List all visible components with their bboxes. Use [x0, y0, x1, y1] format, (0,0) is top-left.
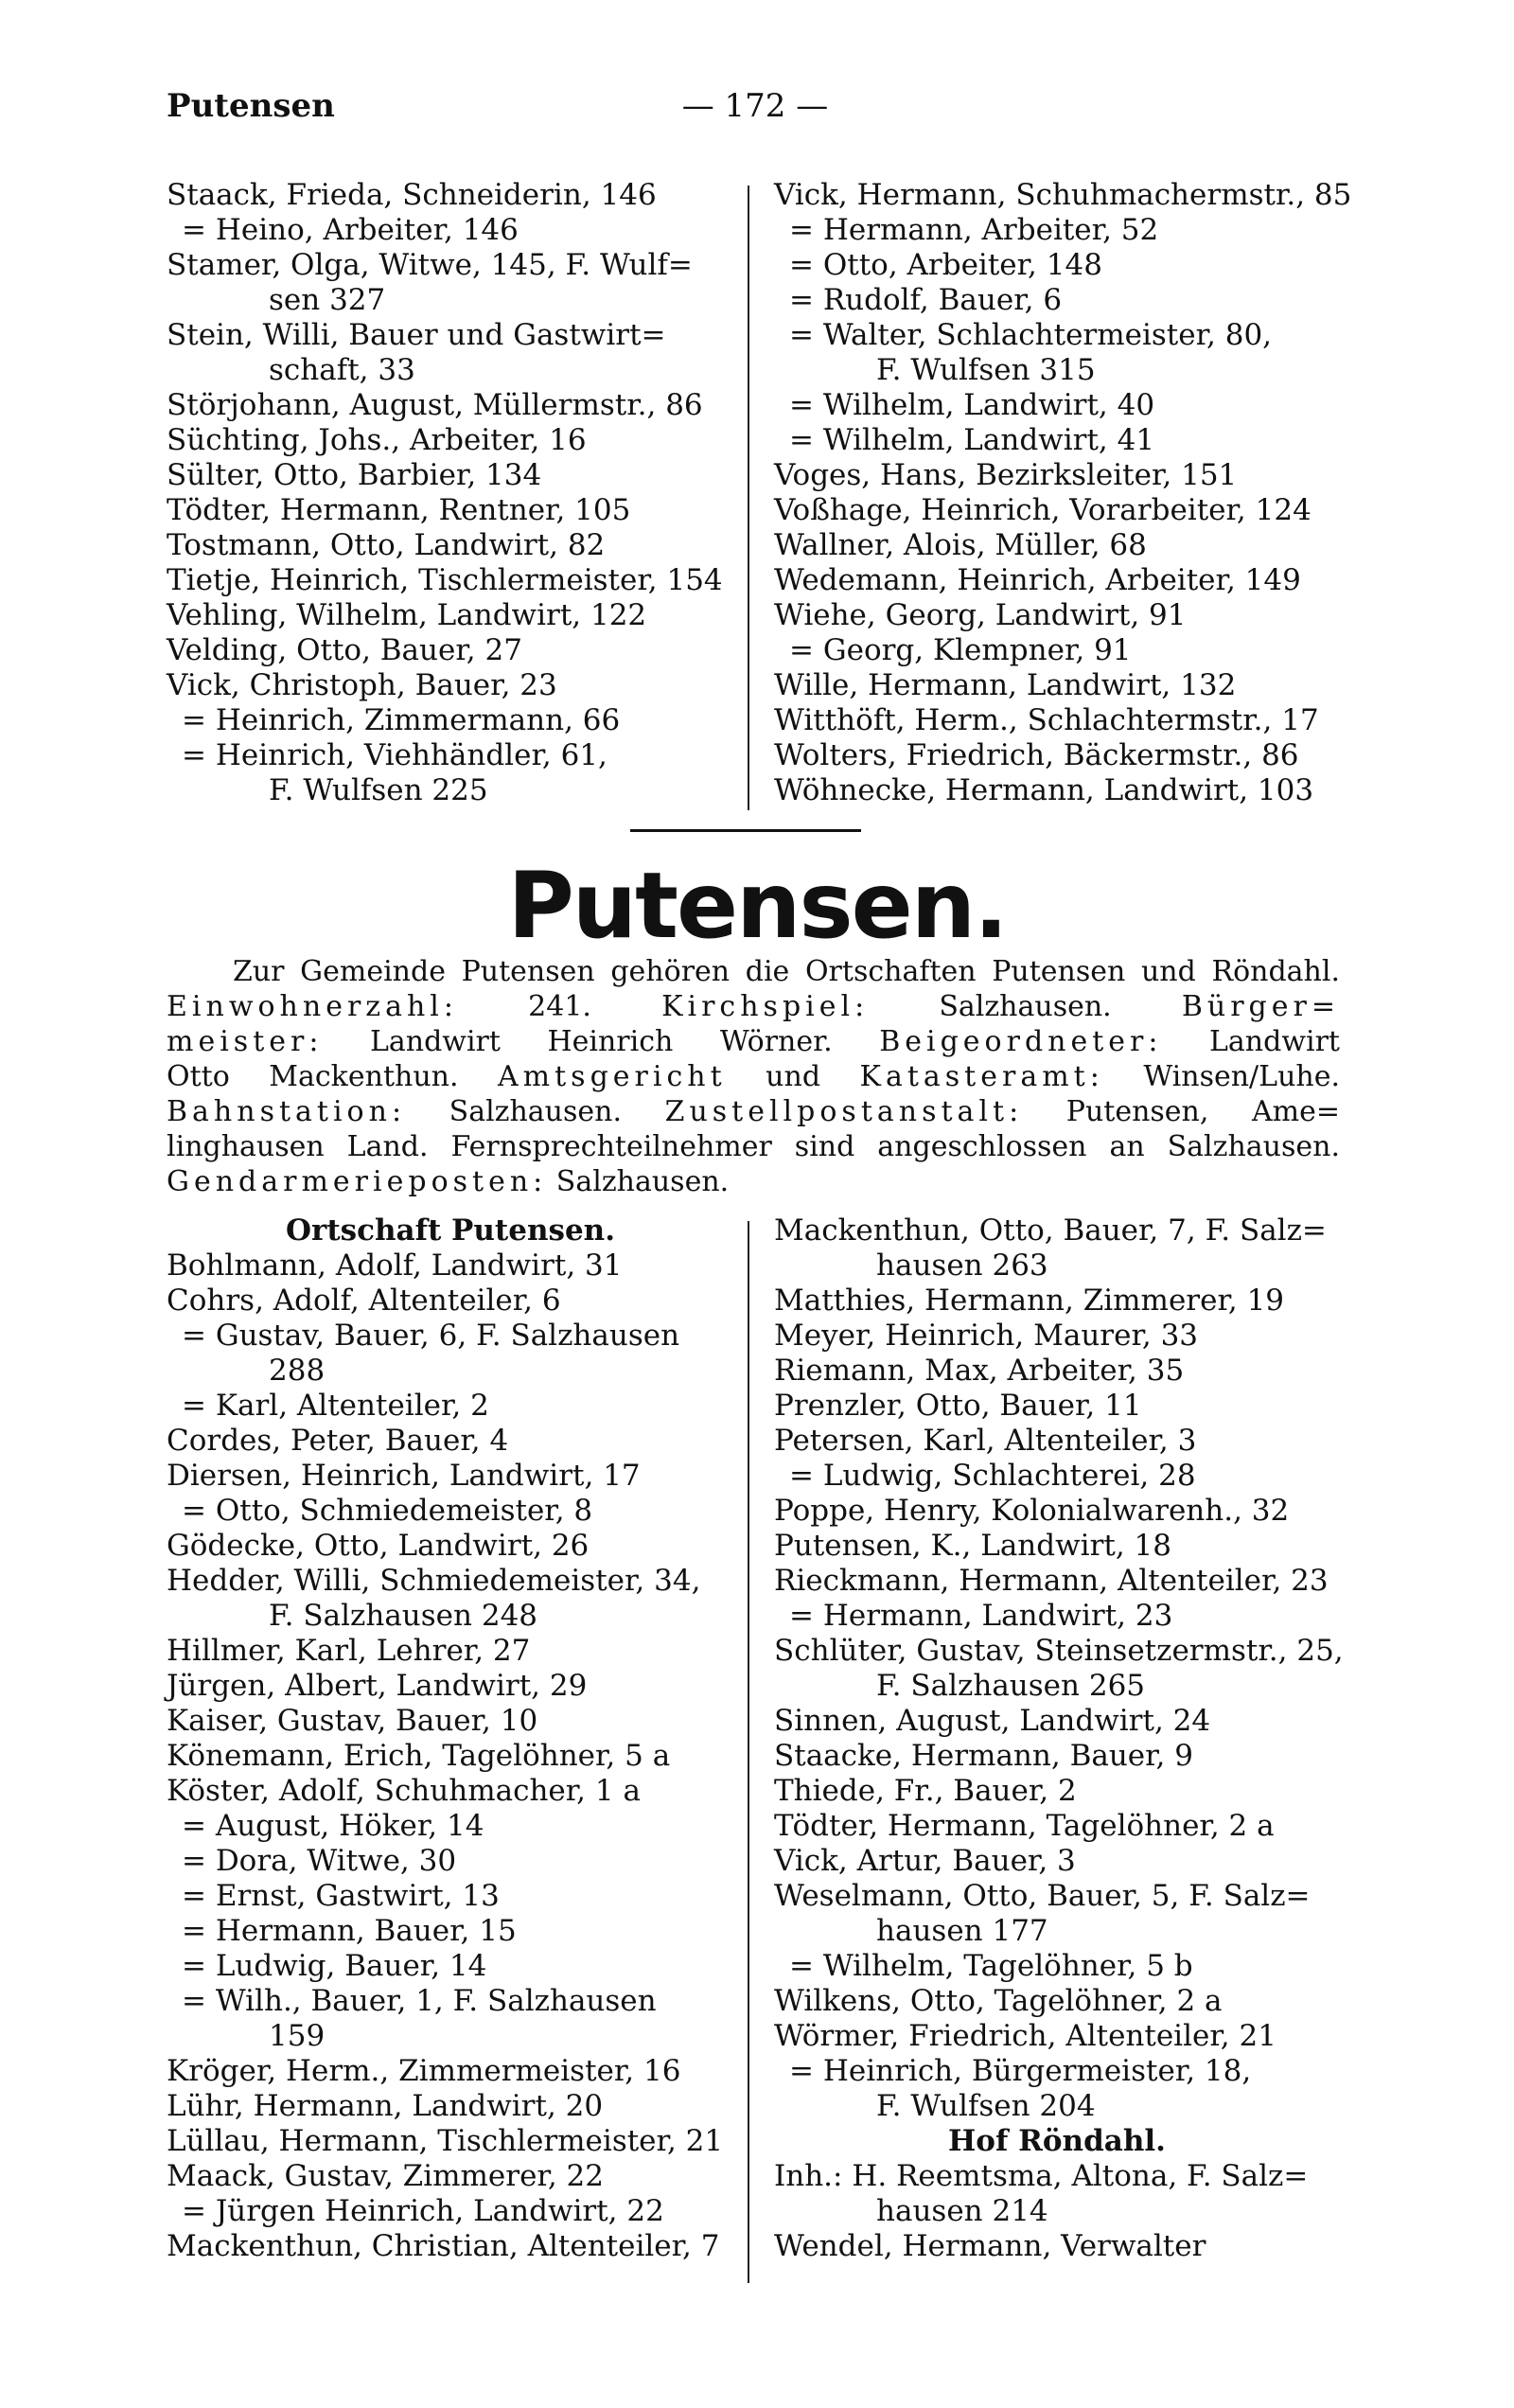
- directory-entry: Vick, Hermann, Schuhmachermstr., 85: [774, 178, 1352, 212]
- directory-entry: Cohrs, Adolf, Altenteiler, 6: [167, 1284, 561, 1318]
- intro-label: Bürger=: [1181, 990, 1340, 1023]
- directory-entry: = Heinrich, Bürgermeister, 18,: [789, 2054, 1252, 2088]
- directory-entry: F. Wulfsen 225: [269, 773, 488, 807]
- directory-entry: = Ludwig, Schlachterei, 28: [789, 1459, 1196, 1493]
- directory-entry: F. Wulfsen 204: [876, 2089, 1096, 2123]
- section-divider-rule: [630, 829, 861, 832]
- directory-entry: Köster, Adolf, Schuhmacher, 1 a: [167, 1774, 641, 1808]
- intro-line: [167, 1094, 1340, 1129]
- directory-entry: Vick, Christoph, Bauer, 23: [167, 668, 557, 702]
- directory-entry: Inh.: H. Reemtsma, Altona, F. Salz=: [774, 2159, 1309, 2193]
- directory-entry: = Georg, Klempner, 91: [789, 633, 1132, 667]
- directory-entry: F. Salzhausen 248: [269, 1599, 538, 1633]
- bottom-right-column: [774, 1213, 1344, 2264]
- directory-entry: = Karl, Altenteiler, 2: [182, 1389, 489, 1423]
- intro-label: Katasteramt:: [859, 1060, 1104, 1093]
- directory-entry: = Heinrich, Viehhändler, 61,: [182, 738, 607, 772]
- directory-entry: Wilkens, Otto, Tagelöhner, 2 a: [774, 1984, 1223, 2018]
- intro-line: [167, 1164, 1340, 1199]
- directory-entry: = Wilh., Bauer, 1, F. Salzhausen: [182, 1984, 657, 2018]
- directory-entry: Matthies, Hermann, Zimmerer, 19: [774, 1284, 1285, 1318]
- directory-entry: = Ludwig, Bauer, 14: [182, 1949, 487, 1983]
- directory-entry: Mackenthun, Otto, Bauer, 7, F. Salz=: [774, 1213, 1327, 1248]
- directory-entry: Putensen, K., Landwirt, 18: [774, 1529, 1171, 1563]
- locality-heading: Ortschaft Putensen.: [286, 1213, 615, 1248]
- page-number: — 172 —: [681, 87, 829, 125]
- intro-label: Einwohnerzahl:: [167, 990, 459, 1023]
- directory-entry: Hedder, Willi, Schmiedemeister, 34,: [167, 1564, 701, 1598]
- directory-entry: Wiehe, Georg, Landwirt, 91: [774, 598, 1187, 632]
- directory-entry: Riemann, Max, Arbeiter, 35: [774, 1354, 1185, 1388]
- directory-entry: Staack, Frieda, Schneiderin, 146: [167, 178, 657, 212]
- directory-entry: Petersen, Karl, Altenteiler, 3: [774, 1424, 1197, 1458]
- directory-entry: Wille, Hermann, Landwirt, 132: [774, 668, 1237, 702]
- directory-entry: = Rudolf, Bauer, 6: [789, 283, 1063, 317]
- directory-entry: Süchting, Johs., Arbeiter, 16: [167, 423, 587, 457]
- intro-text: Landwirt Heinrich Wörner.: [323, 1025, 880, 1058]
- intro-label: Amtsgericht: [498, 1060, 727, 1093]
- directory-entry: Tietje, Heinrich, Tischlermeister, 154: [167, 563, 723, 597]
- directory-entry: sen 327: [269, 283, 386, 317]
- directory-entry: = Hermann, Arbeiter, 52: [789, 213, 1159, 247]
- running-head: [167, 78, 1344, 134]
- directory-entry: Tostmann, Otto, Landwirt, 82: [167, 528, 606, 562]
- directory-entry: Mackenthun, Christian, Altenteiler, 7: [167, 2229, 720, 2263]
- intro-line: [167, 1059, 1340, 1094]
- intro-text: Winsen/Luhe.: [1103, 1060, 1340, 1093]
- intro-text: Salzhausen.: [547, 1165, 730, 1198]
- directory-entry: hausen 177: [876, 1914, 1048, 1948]
- intro-text: Zur Gemeinde Putensen gehören die Ortschaften Putensen und Röndahl.: [233, 955, 1340, 988]
- directory-entry: Staacke, Hermann, Bauer, 9: [774, 1739, 1193, 1773]
- directory-entry: = Ernst, Gastwirt, 13: [182, 1879, 500, 1913]
- directory-entry: = Jürgen Heinrich, Landwirt, 22: [182, 2194, 664, 2228]
- directory-entry: Lüllau, Hermann, Tischlermeister, 21: [167, 2124, 724, 2158]
- directory-entry: 288: [269, 1354, 326, 1388]
- directory-entry: = Heinrich, Zimmermann, 66: [182, 703, 621, 737]
- directory-entry: Prenzler, Otto, Bauer, 11: [774, 1389, 1142, 1423]
- municipality-intro: [167, 954, 1340, 1199]
- section-title: Putensen.: [507, 853, 1007, 959]
- directory-entry: Tödter, Hermann, Rentner, 105: [167, 493, 631, 527]
- directory-entry: = Walter, Schlachtermeister, 80,: [789, 318, 1273, 352]
- intro-line: [167, 1129, 1340, 1164]
- column-divider: [748, 186, 749, 810]
- bottom-left-column: [167, 1213, 734, 2264]
- directory-entry: schaft, 33: [269, 353, 415, 387]
- directory-entry: Maack, Gustav, Zimmerer, 22: [167, 2159, 605, 2193]
- directory-entry: hausen 263: [876, 1248, 1048, 1283]
- directory-entry: Bohlmann, Adolf, Landwirt, 31: [167, 1248, 623, 1283]
- directory-entry: Kröger, Herm., Zimmermeister, 16: [167, 2054, 681, 2088]
- directory-entry: Könemann, Erich, Tagelöhner, 5 a: [167, 1739, 671, 1773]
- intro-line: [167, 954, 1340, 989]
- directory-entry: = Hermann, Landwirt, 23: [789, 1599, 1173, 1633]
- directory-entry: Wolters, Friedrich, Bäckermstr., 86: [774, 738, 1299, 772]
- directory-entry: Wedemann, Heinrich, Arbeiter, 149: [774, 563, 1301, 597]
- intro-label: Zustellpostanstalt:: [664, 1095, 1024, 1128]
- top-columns: [167, 178, 1352, 812]
- running-title: Putensen: [167, 87, 335, 125]
- directory-entry: Meyer, Heinrich, Maurer, 33: [774, 1319, 1199, 1353]
- intro-text: linghausen Land. Fernsprechteilnehmer sind angeschlossen an Salzhausen.: [167, 1130, 1340, 1163]
- directory-entry: = Hermann, Bauer, 15: [182, 1914, 517, 1948]
- directory-entry: Poppe, Henry, Kolonialwarenh., 32: [774, 1494, 1290, 1528]
- intro-text: und: [726, 1060, 860, 1093]
- directory-entry: Stein, Willi, Bauer und Gastwirt=: [167, 318, 666, 352]
- directory-entry: Tödter, Hermann, Tagelöhner, 2 a: [774, 1809, 1275, 1843]
- directory-entry: Wöhnecke, Hermann, Landwirt, 103: [774, 773, 1314, 807]
- column-divider: [748, 1221, 749, 2283]
- directory-entry: F. Wulfsen 315: [876, 353, 1096, 387]
- intro-text: 241.: [458, 990, 662, 1023]
- directory-entry: Schlüter, Gustav, Steinsetzermstr., 25,: [774, 1634, 1344, 1668]
- directory-entry: F. Salzhausen 265: [876, 1669, 1146, 1703]
- directory-entry: Sinnen, August, Landwirt, 24: [774, 1704, 1211, 1738]
- directory-entry: Sülter, Otto, Barbier, 134: [167, 458, 542, 492]
- directory-entry: Weselmann, Otto, Bauer, 5, F. Salz=: [774, 1879, 1311, 1913]
- directory-entry: Vehling, Wilhelm, Landwirt, 122: [167, 598, 647, 632]
- intro-label: Beigeordneter:: [879, 1025, 1163, 1058]
- directory-entry: = August, Höker, 14: [182, 1809, 484, 1843]
- directory-entry: = Wilhelm, Tagelöhner, 5 b: [789, 1949, 1193, 1983]
- intro-text: Otto Mackenthun.: [167, 1060, 499, 1093]
- directory-entry: Stamer, Olga, Witwe, 145, F. Wulf=: [167, 248, 693, 282]
- intro-label: Kirchspiel:: [661, 990, 870, 1023]
- top-left-column: [167, 178, 734, 808]
- directory-entry: = Gustav, Bauer, 6, F. Salzhausen: [182, 1319, 680, 1353]
- directory-entry: Vick, Artur, Bauer, 3: [774, 1844, 1076, 1878]
- directory-entry: 159: [269, 2019, 326, 2053]
- directory-entry: Voges, Hans, Bezirksleiter, 151: [774, 458, 1238, 492]
- directory-entry: Witthöft, Herm., Schlachtermstr., 17: [774, 703, 1319, 737]
- directory-entry: = Wilhelm, Landwirt, 40: [789, 388, 1155, 422]
- directory-entry: Lühr, Hermann, Landwirt, 20: [167, 2089, 604, 2123]
- directory-entry: Wörmer, Friedrich, Altenteiler, 21: [774, 2019, 1276, 2053]
- intro-label: Gendarmerieposten:: [167, 1165, 548, 1198]
- directory-entry: Thiede, Fr., Bauer, 2: [774, 1774, 1077, 1808]
- directory-entry: Wallner, Alois, Müller, 68: [774, 528, 1147, 562]
- top-right-column: [774, 178, 1352, 808]
- directory-entry: Wendel, Hermann, Verwalter: [774, 2229, 1206, 2263]
- directory-entry: = Otto, Arbeiter, 148: [789, 248, 1102, 282]
- directory-entry: Gödecke, Otto, Landwirt, 26: [167, 1529, 590, 1563]
- directory-entry: Hillmer, Karl, Lehrer, 27: [167, 1634, 531, 1668]
- intro-text: Salzhausen.: [869, 990, 1182, 1023]
- directory-entry: = Dora, Witwe, 30: [182, 1844, 457, 1878]
- directory-entry: Rieckmann, Hermann, Altenteiler, 23: [774, 1564, 1329, 1598]
- directory-entry: Kaiser, Gustav, Bauer, 10: [167, 1704, 538, 1738]
- directory-entry: Störjohann, August, Müllermstr., 86: [167, 388, 703, 422]
- intro-text: Landwirt: [1162, 1025, 1340, 1058]
- intro-line: [167, 989, 1340, 1024]
- intro-text: Salzhausen.: [406, 1095, 665, 1128]
- directory-entry: = Otto, Schmiedemeister, 8: [182, 1494, 593, 1528]
- locality-heading: Hof Röndahl.: [948, 2124, 1166, 2158]
- directory-entry: Velding, Otto, Bauer, 27: [167, 633, 522, 667]
- directory-entry: Voßhage, Heinrich, Vorarbeiter, 124: [774, 493, 1312, 527]
- directory-entry: = Wilhelm, Landwirt, 41: [789, 423, 1155, 457]
- intro-text: Putensen, Ame=: [1023, 1095, 1340, 1128]
- intro-line: [167, 1024, 1340, 1059]
- directory-entry: Diersen, Heinrich, Landwirt, 17: [167, 1459, 641, 1493]
- directory-entry: hausen 214: [876, 2194, 1048, 2228]
- directory-entry: = Heino, Arbeiter, 146: [182, 213, 519, 247]
- bottom-columns: [167, 1213, 1344, 2283]
- directory-entry: Jürgen, Albert, Landwirt, 29: [167, 1669, 588, 1703]
- directory-entry: Cordes, Peter, Bauer, 4: [167, 1424, 509, 1458]
- intro-label: meister:: [167, 1025, 324, 1058]
- intro-label: Bahnstation:: [167, 1095, 407, 1128]
